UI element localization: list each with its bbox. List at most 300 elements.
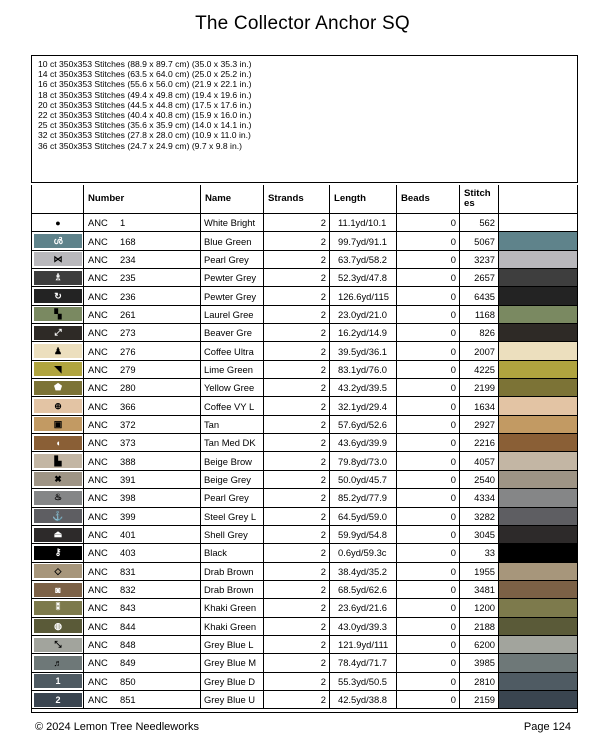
length-value: 16.2yd/14.9	[330, 324, 397, 341]
beads-value: 0	[397, 342, 460, 359]
strands-value: 2	[264, 434, 330, 451]
color-swatch	[499, 544, 577, 561]
thread-brand: ANC	[88, 253, 108, 265]
length-value: 11.1yd/10.1	[330, 214, 397, 231]
thread-code: 280	[120, 382, 136, 394]
color-swatch-cell	[499, 599, 577, 616]
color-swatch	[499, 673, 577, 690]
color-swatch	[499, 636, 577, 653]
fabric-size-box	[31, 55, 578, 183]
table-row	[32, 342, 577, 360]
footer-page-number: Page 124	[523, 721, 571, 733]
thread-brand: ANC	[88, 455, 108, 467]
strands-value: 2	[264, 563, 330, 580]
thread-name: Pewter Grey	[201, 269, 264, 286]
number-cell	[84, 654, 201, 671]
chart-symbol-icon: ♗	[34, 271, 82, 285]
table-row	[32, 452, 577, 470]
color-swatch-cell	[499, 618, 577, 635]
symbol-cell	[32, 654, 84, 671]
chart-symbol-icon: ◇	[34, 564, 82, 578]
stitches-value: 3045	[460, 526, 499, 543]
color-swatch-cell	[499, 324, 577, 341]
strands-value: 2	[264, 269, 330, 286]
thread-name: Coffee Ultra	[201, 342, 264, 359]
thread-name: Lime Green	[201, 361, 264, 378]
thread-name: Pearl Grey	[201, 251, 264, 268]
stitches-value: 2159	[460, 691, 499, 708]
chart-symbol-icon: ◍	[34, 619, 82, 633]
beads-value: 0	[397, 636, 460, 653]
thread-brand: ANC	[88, 473, 108, 485]
length-value: 57.6yd/52.6	[330, 416, 397, 433]
thread-brand: ANC	[88, 382, 108, 394]
beads-value: 0	[397, 214, 460, 231]
thread-code: 844	[120, 620, 136, 632]
length-value: 59.9yd/54.8	[330, 526, 397, 543]
fabric-size-line: 10 ct 350x353 Stitches (88.9 x 89.7 cm) (35.0 x 35.3 in.)	[38, 59, 252, 69]
thread-name: Grey Blue U	[201, 691, 264, 708]
symbol-cell	[32, 434, 84, 451]
thread-name: Steel Grey L	[201, 508, 264, 525]
thread-code: 849	[120, 657, 136, 669]
beads-value: 0	[397, 269, 460, 286]
beads-value: 0	[397, 251, 460, 268]
thread-code: 235	[120, 272, 136, 284]
beads-value: 0	[397, 397, 460, 414]
chart-symbol-icon: ◥	[34, 362, 82, 376]
number-cell	[84, 673, 201, 690]
symbol-cell	[32, 618, 84, 635]
number-cell	[84, 434, 201, 451]
length-value: 99.7yd/91.1	[330, 232, 397, 249]
thread-brand: ANC	[88, 675, 108, 687]
length-value: 23.0yd/21.0	[330, 306, 397, 323]
chart-symbol-icon: ●	[34, 216, 82, 230]
color-swatch-cell	[499, 489, 577, 506]
stitches-value: 826	[460, 324, 499, 341]
thread-code: 261	[120, 308, 136, 320]
thread-brand: ANC	[88, 492, 108, 504]
strands-value: 2	[264, 489, 330, 506]
beads-value: 0	[397, 618, 460, 635]
color-swatch-cell	[499, 251, 577, 268]
symbol-cell	[32, 691, 84, 708]
strands-value: 2	[264, 361, 330, 378]
thread-code: 168	[120, 235, 136, 247]
table-row	[32, 599, 577, 617]
thread-name: Beaver Gre	[201, 324, 264, 341]
stitches-value: 33	[460, 544, 499, 561]
symbol-cell	[32, 214, 84, 231]
thread-code: 831	[120, 565, 136, 577]
thread-code: 851	[120, 694, 136, 706]
strands-value: 2	[264, 508, 330, 525]
symbol-cell	[32, 287, 84, 304]
number-cell	[84, 361, 201, 378]
stitches-value: 2188	[460, 618, 499, 635]
length-value: 78.4yd/71.7	[330, 654, 397, 671]
chart-symbol-icon: 1	[34, 674, 82, 688]
length-value: 83.1yd/76.0	[330, 361, 397, 378]
thread-code: 398	[120, 492, 136, 504]
color-swatch-cell	[499, 691, 577, 708]
strands-value: 2	[264, 397, 330, 414]
color-swatch	[499, 599, 577, 616]
color-swatch	[499, 581, 577, 598]
beads-value: 0	[397, 471, 460, 488]
stitches-value: 3282	[460, 508, 499, 525]
number-cell	[84, 508, 201, 525]
chart-symbol-icon: ⁑	[34, 601, 82, 615]
length-value: 43.0yd/39.3	[330, 618, 397, 635]
symbol-cell	[32, 361, 84, 378]
fabric-size-line: 14 ct 350x353 Stitches (63.5 x 64.0 cm) (25.0 x 25.2 in.)	[38, 69, 252, 80]
color-swatch-cell	[499, 361, 577, 378]
symbol-cell	[32, 416, 84, 433]
length-value: 23.6yd/21.6	[330, 599, 397, 616]
thread-brand: ANC	[88, 657, 108, 669]
thread-brand: ANC	[88, 418, 108, 430]
beads-value: 0	[397, 599, 460, 616]
header-stitches: Stitch es	[460, 185, 499, 213]
length-value: 42.5yd/38.8	[330, 691, 397, 708]
number-cell	[84, 471, 201, 488]
beads-value: 0	[397, 379, 460, 396]
header-length: Length	[330, 185, 397, 213]
number-cell	[84, 379, 201, 396]
thread-code: 372	[120, 418, 136, 430]
symbol-cell	[32, 581, 84, 598]
fabric-size-line: 25 ct 350x353 Stitches (35.6 x 35.9 cm) (14.0 x 14.1 in.)	[38, 120, 252, 131]
table-row	[32, 618, 577, 636]
number-cell	[84, 416, 201, 433]
thread-code: 279	[120, 363, 136, 375]
table-row	[32, 306, 577, 324]
color-swatch-cell	[499, 416, 577, 433]
thread-code: 366	[120, 400, 136, 412]
beads-value: 0	[397, 544, 460, 561]
stitches-value: 6200	[460, 636, 499, 653]
symbol-cell	[32, 452, 84, 469]
color-swatch-cell	[499, 471, 577, 488]
thread-code: 832	[120, 584, 136, 596]
chart-symbol-icon: ⚓	[34, 509, 82, 523]
symbol-cell	[32, 599, 84, 616]
thread-brand: ANC	[88, 290, 108, 302]
chart-symbol-icon: 2	[34, 693, 82, 707]
stitches-value: 4334	[460, 489, 499, 506]
length-value: 85.2yd/77.9	[330, 489, 397, 506]
symbol-cell	[32, 544, 84, 561]
header-swatch	[499, 185, 577, 213]
symbol-cell	[32, 324, 84, 341]
color-swatch	[499, 269, 577, 286]
strands-value: 2	[264, 342, 330, 359]
stitches-value: 2927	[460, 416, 499, 433]
strands-value: 2	[264, 618, 330, 635]
strands-value: 2	[264, 416, 330, 433]
chart-symbol-icon: ▣	[34, 417, 82, 431]
color-swatch-cell	[499, 544, 577, 561]
thread-code: 236	[120, 290, 136, 302]
beads-value: 0	[397, 654, 460, 671]
chart-symbol-icon: ↻	[34, 289, 82, 303]
length-value: 50.0yd/45.7	[330, 471, 397, 488]
thread-brand: ANC	[88, 547, 108, 559]
beads-value: 0	[397, 526, 460, 543]
symbol-cell	[32, 342, 84, 359]
table-row	[32, 526, 577, 544]
strands-value: 2	[264, 581, 330, 598]
beads-value: 0	[397, 232, 460, 249]
color-swatch	[499, 416, 577, 433]
thread-name: Grey Blue L	[201, 636, 264, 653]
symbol-cell	[32, 673, 84, 690]
chart-symbol-icon: ⬟	[34, 381, 82, 395]
beads-value: 0	[397, 673, 460, 690]
number-cell	[84, 287, 201, 304]
color-swatch	[499, 232, 577, 249]
stitches-value: 5067	[460, 232, 499, 249]
thread-name: Black	[201, 544, 264, 561]
floss-table	[31, 185, 578, 713]
symbol-cell	[32, 232, 84, 249]
number-cell	[84, 636, 201, 653]
strands-value: 2	[264, 599, 330, 616]
chart-symbol-icon: ⤢	[34, 326, 82, 340]
thread-name: Shell Grey	[201, 526, 264, 543]
thread-code: 234	[120, 253, 136, 265]
table-header	[32, 185, 577, 214]
number-cell	[84, 232, 201, 249]
table-row	[32, 397, 577, 415]
stitches-value: 562	[460, 214, 499, 231]
table-row	[32, 581, 577, 599]
beads-value: 0	[397, 581, 460, 598]
color-swatch-cell	[499, 232, 577, 249]
beads-value: 0	[397, 306, 460, 323]
stitches-value: 3985	[460, 654, 499, 671]
color-swatch	[499, 434, 577, 451]
color-swatch	[499, 342, 577, 359]
stitches-value: 4057	[460, 452, 499, 469]
footer-copyright: © 2024 Lemon Tree Needleworks	[35, 721, 200, 733]
chart-symbol-icon: ൾ	[34, 234, 82, 248]
number-cell	[84, 324, 201, 341]
thread-brand: ANC	[88, 602, 108, 614]
thread-name: Blue Green	[201, 232, 264, 249]
chart-symbol-icon: ♟	[34, 344, 82, 358]
thread-name: Tan	[201, 416, 264, 433]
chart-symbol-icon: ♬	[34, 656, 82, 670]
stitches-value: 2540	[460, 471, 499, 488]
color-swatch	[499, 379, 577, 396]
length-value: 68.5yd/62.6	[330, 581, 397, 598]
beads-value: 0	[397, 416, 460, 433]
thread-name: Beige Grey	[201, 471, 264, 488]
strands-value: 2	[264, 673, 330, 690]
table-row	[32, 636, 577, 654]
length-value: 32.1yd/29.4	[330, 397, 397, 414]
stitches-value: 2657	[460, 269, 499, 286]
thread-name: Drab Brown	[201, 563, 264, 580]
fabric-size-line: 22 ct 350x353 Stitches (40.4 x 40.8 cm) (15.9 x 16.0 in.)	[38, 110, 252, 121]
symbol-cell	[32, 306, 84, 323]
thread-brand: ANC	[88, 217, 108, 229]
number-cell	[84, 526, 201, 543]
table-row	[32, 324, 577, 342]
color-swatch	[499, 287, 577, 304]
fabric-size-line: 32 ct 350x353 Stitches (27.8 x 28.0 cm) (10.9 x 11.0 in.)	[38, 130, 251, 141]
beads-value: 0	[397, 508, 460, 525]
thread-name: Laurel Gree	[201, 306, 264, 323]
thread-name: Grey Blue D	[201, 673, 264, 690]
number-cell	[84, 563, 201, 580]
length-value: 64.5yd/59.0	[330, 508, 397, 525]
number-cell	[84, 214, 201, 231]
color-swatch-cell	[499, 306, 577, 323]
fabric-size-line: 18 ct 350x353 Stitches (49.4 x 49.8 cm) (19.4 x 19.6 in.)	[38, 89, 252, 100]
stitches-value: 1200	[460, 599, 499, 616]
length-value: 126.6yd/115	[330, 287, 397, 304]
length-value: 39.5yd/36.1	[330, 342, 397, 359]
color-swatch	[499, 654, 577, 671]
stitches-value: 2810	[460, 673, 499, 690]
chart-symbol-icon: ♨	[34, 491, 82, 505]
symbol-cell	[32, 251, 84, 268]
table-row	[32, 654, 577, 672]
color-swatch-cell	[499, 452, 577, 469]
stitches-value: 3237	[460, 251, 499, 268]
thread-name: Grey Blue M	[201, 654, 264, 671]
thread-name: Drab Brown	[201, 581, 264, 598]
beads-value: 0	[397, 434, 460, 451]
number-cell	[84, 269, 201, 286]
strands-value: 2	[264, 214, 330, 231]
header-strands: Strands	[264, 185, 330, 213]
thread-brand: ANC	[88, 437, 108, 449]
beads-value: 0	[397, 563, 460, 580]
thread-brand: ANC	[88, 272, 108, 284]
strands-value: 2	[264, 232, 330, 249]
color-swatch	[499, 691, 577, 708]
table-row	[32, 489, 577, 507]
strands-value: 2	[264, 287, 330, 304]
stitches-value: 1168	[460, 306, 499, 323]
color-swatch	[499, 618, 577, 635]
header-beads: Beads	[397, 185, 460, 213]
stitches-value: 2007	[460, 342, 499, 359]
thread-name: Pewter Grey	[201, 287, 264, 304]
thread-code: 848	[120, 639, 136, 651]
color-swatch-cell	[499, 379, 577, 396]
beads-value: 0	[397, 489, 460, 506]
symbol-cell	[32, 269, 84, 286]
page-title: The Collector Anchor SQ	[195, 13, 410, 34]
symbol-cell	[32, 636, 84, 653]
thread-brand: ANC	[88, 584, 108, 596]
number-cell	[84, 397, 201, 414]
color-swatch-cell	[499, 287, 577, 304]
color-swatch-cell	[499, 654, 577, 671]
table-row	[32, 673, 577, 691]
chart-symbol-icon: ⤡	[34, 638, 82, 652]
stitches-value: 1955	[460, 563, 499, 580]
thread-code: 403	[120, 547, 136, 559]
thread-name: Yellow Gree	[201, 379, 264, 396]
thread-code: 388	[120, 455, 136, 467]
table-row	[32, 287, 577, 305]
symbol-cell	[32, 563, 84, 580]
beads-value: 0	[397, 324, 460, 341]
table-row	[32, 508, 577, 526]
color-swatch	[499, 214, 577, 231]
chart-symbol-icon: ✖	[34, 472, 82, 486]
number-cell	[84, 544, 201, 561]
color-swatch-cell	[499, 397, 577, 414]
color-swatch-cell	[499, 508, 577, 525]
number-cell	[84, 452, 201, 469]
table-row	[32, 544, 577, 562]
thread-brand: ANC	[88, 565, 108, 577]
table-body	[32, 214, 577, 709]
length-value: 43.2yd/39.5	[330, 379, 397, 396]
color-swatch-cell	[499, 526, 577, 543]
thread-brand: ANC	[88, 400, 108, 412]
chart-symbol-icon: ◙	[34, 583, 82, 597]
strands-value: 2	[264, 324, 330, 341]
thread-brand: ANC	[88, 327, 108, 339]
header-symbol	[32, 185, 84, 213]
fabric-size-line: 20 ct 350x353 Stitches (44.5 x 44.8 cm) (17.5 x 17.6 in.)	[38, 99, 252, 110]
color-swatch	[499, 526, 577, 543]
strands-value: 2	[264, 379, 330, 396]
chart-symbol-icon: ⚷	[34, 546, 82, 560]
color-swatch-cell	[499, 581, 577, 598]
color-swatch	[499, 563, 577, 580]
stitches-value: 2216	[460, 434, 499, 451]
header-name: Name	[201, 185, 264, 213]
strands-value: 2	[264, 636, 330, 653]
table-row	[32, 214, 577, 232]
thread-brand: ANC	[88, 308, 108, 320]
length-value: 63.7yd/58.2	[330, 251, 397, 268]
number-cell	[84, 489, 201, 506]
chart-symbol-icon: ◖	[34, 436, 82, 450]
thread-code: 391	[120, 473, 136, 485]
thread-brand: ANC	[88, 510, 108, 522]
thread-code: 373	[120, 437, 136, 449]
table-row	[32, 379, 577, 397]
color-swatch-cell	[499, 673, 577, 690]
thread-name: Pearl Grey	[201, 489, 264, 506]
thread-name: Coffee VY L	[201, 397, 264, 414]
strands-value: 2	[264, 251, 330, 268]
chart-symbol-icon: ▚	[34, 307, 82, 321]
number-cell	[84, 691, 201, 708]
table-row	[32, 434, 577, 452]
thread-code: 1	[120, 217, 126, 229]
beads-value: 0	[397, 691, 460, 708]
thread-code: 273	[120, 327, 136, 339]
strands-value: 2	[264, 654, 330, 671]
header-number: Number	[84, 185, 201, 213]
color-swatch-cell	[499, 269, 577, 286]
chart-symbol-icon: ⋈	[34, 252, 82, 266]
thread-brand: ANC	[88, 620, 108, 632]
symbol-cell	[32, 489, 84, 506]
